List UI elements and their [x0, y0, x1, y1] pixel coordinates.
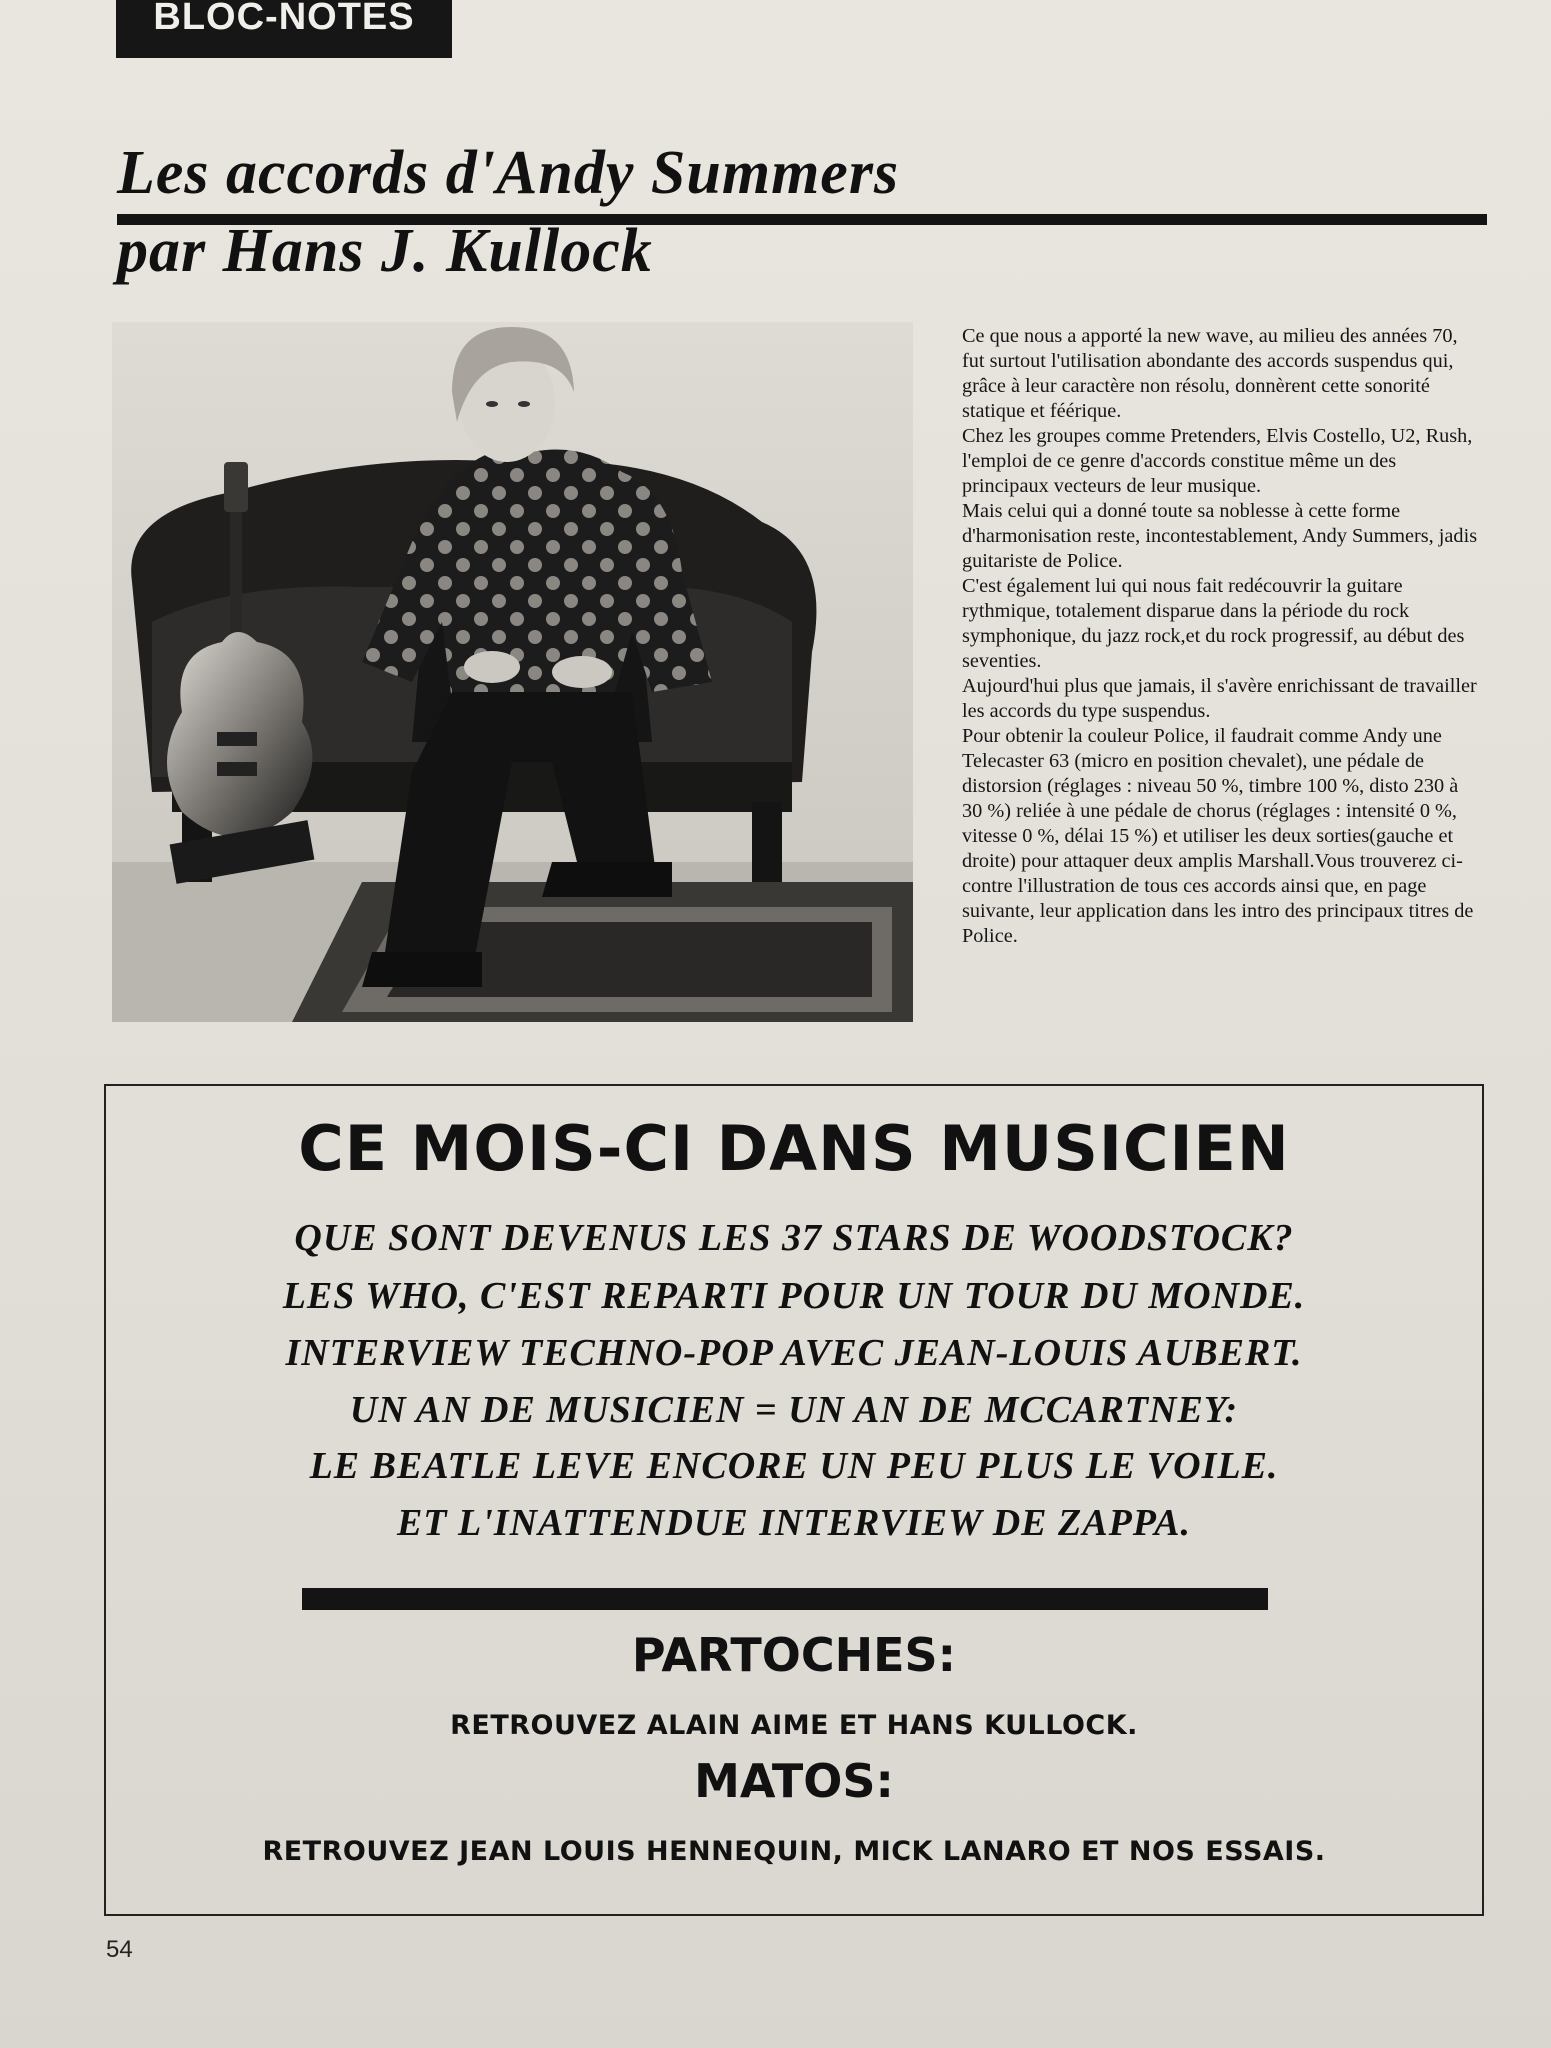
article-paragraph: Chez les groupes comme Pretenders, Elvis Costello, U2, Rush, l'emploi de ce genre d'accords constitue même un des principaux vecteurs de leur musique. [962, 425, 1473, 497]
article-body [962, 324, 1482, 949]
promo-box [104, 1084, 1484, 1916]
partoches-text: RETROUVEZ ALAIN AIME ET HANS KULLOCK. [450, 1710, 1138, 1741]
article-title: Les accords d'Andy Summers [117, 139, 900, 207]
matos-heading: MATOS: [694, 1754, 894, 1808]
promo-heading: CE MOIS-CI DANS MUSICIEN [298, 1112, 1290, 1185]
article-paragraph: Aujourd'hui plus que jamais, il s'avère enrichissant de travailler les accords du type suspendus. [962, 675, 1477, 722]
article-photo [112, 322, 913, 1022]
promo-teaser: QUE SONT DEVENUS LES 37 STARS DE WOODSTOCK? [294, 1217, 1294, 1259]
promo-teaser: LE BEATLE LEVE ENCORE UN PEU PLUS LE VOILE. [309, 1445, 1279, 1487]
partoches-heading: PARTOCHES: [631, 1628, 957, 1682]
article-paragraph: Mais celui qui a donné toute sa noblesse à cette forme d'harmonisation reste, incontestablement, Andy Summers, jadis guitariste de Police. [962, 500, 1478, 572]
article-paragraph: Ce que nous a apporté la new wave, au milieu des années 70, fut surtout l'utilisation abondante des accords suspendus qui, grâce à leur caractère non résolu, donnèrent cette sonorité statique et féérique. [962, 325, 1458, 422]
article-paragraph: C'est également lui qui nous fait redécouvrir la guitare rythmique, totalement disparue dans la période du rock symphonique, du jazz rock,et du rock progressif, au début des seventies. [962, 575, 1465, 672]
promo-teaser: ET L'INATTENDUE INTERVIEW DE ZAPPA. [396, 1502, 1192, 1544]
page-number: 54 [106, 1936, 133, 1963]
promo-divider [302, 1588, 1268, 1610]
promo-teaser: LES WHO, C'EST REPARTI POUR UN TOUR DU MONDE. [282, 1275, 1306, 1317]
section-tag: BLOC-NOTES [116, 0, 452, 58]
article-paragraph: Pour obtenir la couleur Police, il faudrait comme Andy une Telecaster 63 (micro en position chevalet), une pédale de distorsion (réglages : niveau 50 %, timbre 100 %, disto 230 à 30 %) reliée à une pédale de chorus (réglages : intensité 0 %, vitesse 0 %, délai 15 %) et utiliser les deux sorties(gauche et droite) pour attaquer deux amplis Marshall.Vous trouverez ci-contre l'illustration de tous ces accords ainsi que, en page suivante, leur application dans les intro des principaux titres de Police. [962, 725, 1474, 947]
article-byline: par Hans J. Kullock [117, 217, 653, 285]
promo-teaser: UN AN DE MUSICIEN = UN AN DE MCCARTNEY: [349, 1389, 1239, 1431]
photo-illustration [112, 322, 913, 1022]
matos-text: RETROUVEZ JEAN LOUIS HENNEQUIN, MICK LANARO ET NOS ESSAIS. [262, 1836, 1326, 1867]
promo-teaser: INTERVIEW TECHNO-POP AVEC JEAN-LOUIS AUBERT. [285, 1332, 1303, 1374]
